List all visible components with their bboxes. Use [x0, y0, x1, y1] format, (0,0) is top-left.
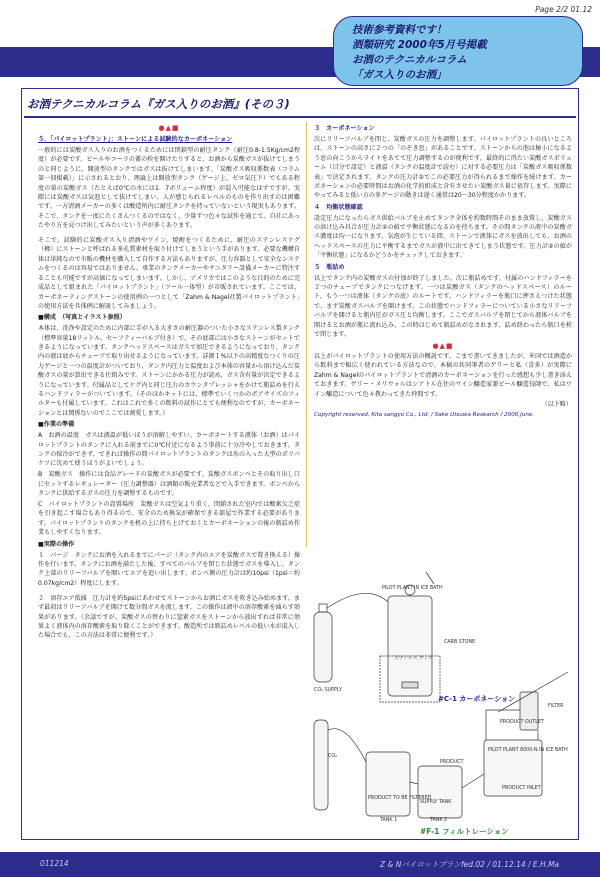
figure-label: CO₂ — [328, 754, 338, 759]
paragraph: 次にリリーフバルブを閉じ、炭酸ガスの圧力を調整します。パイロットプラントの良いところは、ストーンの高さに２つの「のぞき窓」があることです。ストーンからの泡は極小になるよう窓の向こうからライトをあてて圧力調整するのが便利です。最終的に得たい炭酸ガスボリューム（目分で設定）と液温（タンクの温度計で読む）に対する必要圧力は「炭酸ガス吸収係数表」で決定されます。タンクの圧力計②でこの必要圧力が得られるまで操作を続けます。カーボネーションの必要時間はお酒の化学的組成と含有させたい炭酸ガス量に依存します。実際にやってみると低い方の多ゲージの動きは遅く通常は20〜30分程度かかります。 — [314, 135, 572, 200]
figure-label: PILOT PLANT 8000-N IN ICE BATH — [488, 748, 568, 753]
figure-label: PRODUCT OUTLET — [500, 720, 544, 725]
figure-caption-carbonation: #C-1 カーボネーション — [438, 695, 516, 703]
figure-label: SUPPLY TANK — [420, 800, 452, 805]
section-4-heading: ４ 均衡状態確認 — [314, 203, 363, 211]
footer-file-info: Z & Nパイロットプランfed.02 / 01.12.14 / E.H.Ma — [380, 860, 560, 869]
paragraph: 以上でタンク内の炭酸ガスの付加が終了しました。次に瓶詰めです。付属のハンドフィラーを２つのチューブでタンクにつなげます。一つは炭酸ガス（タンクのヘッドスペース）のルート、もう一つは液体（タンクの底）のルートです。ハンドフィラーを瓶口に押さえつけた状態で、まず炭酸ガスバルブを開けます。この状態でハンドフィラーについている小さなリリーフバルブを開けると瓶内圧がガス圧と均衡します。ここでガスバルブを閉じてから液体バルブを開けるとお酒が瓶に流れ込み、この時はじめて瓶詰めがなされます。詰め終わったら瓶口を栓で閉じます。 — [314, 274, 572, 339]
preparation-heading: ■作業の準備 — [38, 421, 75, 429]
badge-line-4: 「ガス入りのお酒」 — [352, 69, 447, 81]
figure-label: FILTER — [548, 704, 564, 709]
omitted-note: （以下略） — [541, 401, 572, 409]
badge-line-1: 技術参考資料です！ — [352, 24, 447, 36]
copyright: Copyright reserved, Kita sangyo Co., Ltd. / Sake Utsuwa Research / 2000.June. — [314, 412, 535, 419]
figure-label: PRODUCT TO BE FILTERED — [368, 796, 432, 801]
badge-line-3: お酒のテクニカルコラム — [352, 54, 467, 66]
product-tank-icon — [418, 766, 462, 818]
carb-stone-icon — [402, 682, 418, 688]
paragraph: A お酒の温度 ガスは液温が低いほうが溶解しやすい。カーボネートする液体（お酒）はパイロットプラントのタンクに入れる前までに0℃付近になるよう事前に十分冷やしておきます。タンクの保冷ができず、できれば操作の間パイロットプラントのタンクは氷の入った大型のポリバケツに沈めて使うほうがよいでしょう。 — [38, 432, 300, 468]
figure-label: PILOT PLANT IN ICE BATH — [382, 586, 443, 591]
section-5-bottling-heading: ５ 瓶詰め — [314, 263, 345, 271]
right-column — [314, 122, 572, 554]
figure-label: PRODUCT — [440, 760, 464, 765]
figure-label: CO₂ SUPPLY — [314, 688, 342, 693]
paragraph: 一般的には炭酸ガス入りのお酒をつくるためには閉鎖型の耐圧タンク（耐圧0.8-1.5Kg/cm2程度）が必要です。ビールやコーラの蓋の栓を開けたりすると、お酒から炭酸ガスが抜けてしまうのと同じように、開放型のタンクではガスは抜けてしまいます。「炭酸ガス吸収係数表（コラム第一回掲載）」に示されるとおり、理論上は開放型タンク（ゲージ上、ゼロ気圧下）でもある程度の量の炭酸ガス（たとえば0℃の水には1．7ボリューム程度）が混入可能なはずですが、実際には炭酸ガスは気泡として抜けてしまい、人が感じられるレベルのものを作り出すのは困難です。一方清酒メーカーの多くは酸造所内に耐圧タンクを持っていないという現実もあります。そこで、タンクを一度にたくさんつくるのではなく、少量ずつ色々な試作を通じて、自社にあったやり方を見つけ出してみたいという声が多くあります。 — [38, 146, 300, 230]
paragraph: 以上がパイロットプラントの使用方法の概説です。こまで書いてきましたが、米国では酒造から飲料まで幅広く使われている方法なので、本稿の共同筆者のゲリーと私（喜多）が実際にZahm & Nagelのパイロットプラントで清酒のカーボネーションを行った感想も少し書き添えておきます。ゲリー・メリウォルはシアトル在住のワイン醸造家兼ビール醸造技師で、私はワイン醸造について色々教わってきた仲間です。 — [314, 352, 572, 398]
figure-label: PRODUCT INLET — [502, 786, 541, 791]
title-rule — [24, 116, 576, 118]
paragraph: １ パージ タンクにお酒を入れるまでにパージ（タンク内のエアを炭酸ガスで置き換える）操作を行います。タンクにお酒を満たした後、すべてのバルブを閉じた状態でガスを導入し、タンク上部のリリーフバルブを開いてエアを追い出します。ボンベ側の圧力計は約10psi（1psi＝約0.07kg/cm2）程度にします。 — [38, 551, 300, 587]
paragraph: 設定圧力になったらガス供給バルブを止めてタンク全体を約数時間そのまま放置し、炭酸ガスの溶け込み具合が圧力計②の値で平衡状態になるのを待ちます。その間タンクの液中の炭酸ガス濃度は均一になります。気泡が生じている間、ストーンで液体にガスを放出しても、お酒のヘッドスペースの圧力に平衡するまでガスが液中に出てきてしまう状態です。圧力計②の値が「平衡状態」になるかどうかをチェックしておきます。 — [314, 214, 572, 260]
figure-label: TANK 1 — [380, 818, 398, 823]
section-5-heading: ５．「パイロットプラント」：ストーンによる試験的なカーボネーション — [38, 136, 233, 143]
paragraph: C パイロットプラントの設置場所 炭酸ガスは空気より重く、閉鎖された室内では酸素欠乏症を引き起こす場合もあり得るので、安全のため換気が確保できる部屋で作業する必要があります。パイロットプラントのタンクを机の上に持ち上げておくとカーボネーションの後の瓶詰め作業もしやすくなります。 — [38, 501, 300, 537]
co2-cylinder-icon — [314, 612, 332, 682]
page-label: Page 2/2 01.12 — [535, 5, 592, 14]
operation-heading: ■実際の操作 — [38, 540, 75, 548]
badge-line-2: 酒類研究 2000年5月号掲載 — [352, 39, 487, 51]
section-marks: ●▲■ — [158, 124, 180, 132]
figure-label: CARB STONE — [444, 640, 476, 645]
paragraph: ２ 溶存エア低減 圧力計を約5psiにあわせてストーンからお酒にガスを吹き込み始めます。まず最初はリリーフバルブを開けて数分間ガスを流します。この操作は液中の溶存酸素を減らす効果があります。（余談ですが、炭酸ガスの替わりに窒素ガスをストーンから放出すれば非常に効果よく液体内の溶存酸素を取り除くことができます。酸造所では瓶詰めレベルの低い水が混入した場合でも、この方法は非常に便利です。） — [38, 594, 300, 640]
co2-regulator-icon — [319, 604, 327, 612]
column-divider — [306, 122, 307, 547]
paragraph: 本体は、洗浄や設定のために内部に手が入る大きさの耐圧器のついた小さなステンレス製タンク（標準容量18リットル、セーフティーバルブ付き）で、その底部には小さなストーンがセットできるようになっています。タンクヘッドスペースはガスで加圧できるようになっており、タンク内の液は底からチューブで取り出せるようになっています。詳細１%以下の高精度なつくりの圧力ゲージと一つの温度計がついており、タンク内圧力と温度および本体の容量から溶け込んだ炭酸ガスの量が算出できる仕組みです。ストーンにかかる圧力が読め、ガス含有量が決定できるようになっています。付属品としてケグ内と同じ圧力のカウンタプレッシャをかけて瓶詰めを行えるハンドフィラーがついています。（そのほかキットには、標準でいくつかのポアサイズのフィルターも付属しています。これはこれで多くの飲料の試作にとても便利なのですが、カーボネーションとは関係ないのでここでは割愛します。） — [38, 325, 300, 417]
article-title: お酒テクニカルコラム『ガス入りのお酒』(その３) — [27, 97, 290, 111]
gas-line — [327, 593, 388, 608]
section-3-heading: ３ カーボネーション — [314, 125, 375, 132]
pilot-plant-tank-icon — [388, 596, 432, 696]
figure-label: ステンレス タンク — [394, 656, 434, 661]
figure-caption-filtration: #F-1 フィルトレーション — [420, 827, 509, 836]
section-marks: ●▲■ — [432, 341, 454, 350]
footer-date: 011214 — [40, 859, 69, 868]
reference-badge — [333, 16, 583, 86]
paragraph: B 炭酸ガス 操作には食品グレードの炭酸ガスが必要です。炭酸ガスボンベとその取り出し口にセットするレギュレーター（圧力調整器）は酒類の販売業者などで入手できます。ボンベからタンクに供給するガスの圧力を調整するものです。 — [38, 471, 300, 498]
figure-label: TANK 2 — [430, 818, 448, 823]
structure-heading: ■構成 （写真とイラスト参照） — [38, 314, 126, 322]
supply-tank-icon — [366, 752, 410, 816]
paragraph: そこで、試験的に炭酸ガス入り清酒やワイン、焼酎をつくるために、耐圧のステンレスケグ（樽）にストーンと呼ばれる多孔質素材を取り付けてしまうという手があります。必要な機構自体は単純なので市販の機材を購入して自作する方法もありますが、圧力容器として安全なシステムをつくるのは容易ではありません。専業のタンクメーカーやサニタリー設備メーカーに特注することも可能ですが高価になってしまいます。しかし、アメリカではこのような目的のために完成品として組まれた「パイロットプラント」（ツール一体型）が市販されています。ここでは、カーボネーティングストーンの使用例の一つとして「Zahm & Nagel社製パイロットプラント」の使用方法を具体例に解説してみましょう。 — [38, 237, 300, 310]
left-column — [38, 122, 300, 838]
co2-cylinder-icon — [314, 720, 328, 810]
